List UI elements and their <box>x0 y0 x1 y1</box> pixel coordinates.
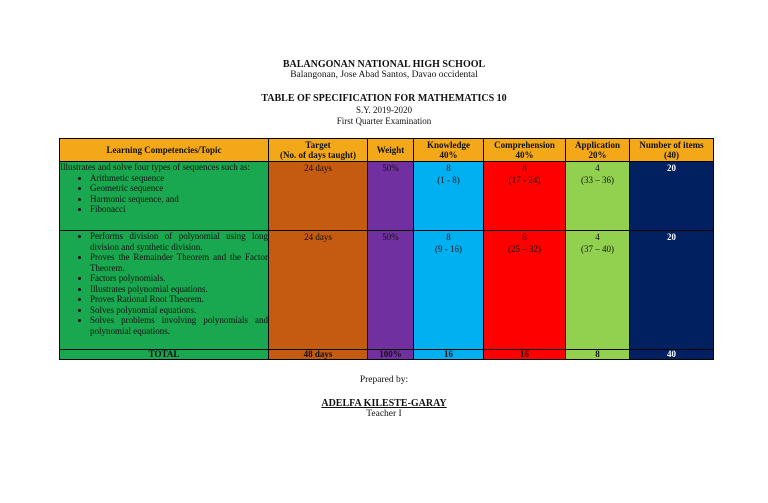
weight-cell: 50% <box>368 231 414 350</box>
total-knowledge: 16 <box>414 350 484 360</box>
list-item: • Factors polynomials. <box>90 273 268 284</box>
application-cell: 4 (33 – 36) <box>566 162 630 231</box>
school-address: Balangonan, Jose Abad Santos, Davao occidental <box>290 70 478 80</box>
total-comprehension: 16 <box>484 350 566 360</box>
list-item: • Solves problems involving polynomials and polynomial equations. <box>90 315 268 336</box>
prepared-by-label: Prepared by: <box>359 375 409 385</box>
table-header-row <box>60 139 714 162</box>
topic-cell <box>60 231 269 350</box>
list-item: • Solves polynomial equations. <box>90 305 268 316</box>
header-target: Target (No. of days taught) <box>269 139 368 162</box>
total-application: 8 <box>566 350 630 360</box>
document-title: TABLE OF SPECIFICATION FOR MATHEMATICS 10 <box>261 93 507 104</box>
list-item: • Arithmetic sequence <box>90 173 268 184</box>
comprehension-cell: 8 (17 - 24) <box>484 162 566 231</box>
list-item: • Fibonacci <box>90 204 268 215</box>
target-cell: 24 days <box>269 162 368 231</box>
table-row <box>60 162 714 231</box>
topic-list <box>60 231 268 336</box>
header-topic: Learning Competencies/Topic <box>60 139 269 162</box>
header-knowledge: Knowledge 40% <box>414 139 484 162</box>
total-label: TOTAL <box>60 350 269 360</box>
total-items: 40 <box>630 350 714 360</box>
topic-cell <box>60 162 269 231</box>
school-name: BALANGONAN NATIONAL HIGH SCHOOL <box>282 59 486 70</box>
preparer-role: Teacher I <box>366 409 402 419</box>
items-cell: 20 <box>630 231 714 350</box>
exam-name: First Quarter Examination <box>336 116 432 126</box>
target-cell: 24 days <box>269 231 368 350</box>
header-weight: Weight <box>368 139 414 162</box>
header-comprehension: Comprehension 40% <box>484 139 566 162</box>
application-cell: 4 (37 – 40) <box>566 231 630 350</box>
weight-cell: 50% <box>368 162 414 231</box>
list-item: • Illustrates polynomial equations. <box>90 284 268 295</box>
topic-list <box>60 173 268 215</box>
table-row <box>60 231 714 350</box>
comprehension-cell: 8 (25 – 32) <box>484 231 566 350</box>
total-row <box>60 350 714 360</box>
knowledge-cell: 8 (1 - 8) <box>414 162 484 231</box>
header-items: Number of items (40) <box>630 139 714 162</box>
list-item: • Proves Rational Root Theorem. <box>90 294 268 305</box>
topic-intro: Illustrates and solve four types of sequences such as: <box>60 162 250 172</box>
knowledge-cell: 8 (9 - 16) <box>414 231 484 350</box>
header-application: Application 20% <box>566 139 630 162</box>
items-cell: 20 <box>630 162 714 231</box>
specification-table <box>59 138 714 360</box>
list-item: • Geometric sequence <box>90 183 268 194</box>
list-item: • Harmonic sequence, and <box>90 194 268 205</box>
preparer-name: ADELFA KILESTE-GARAY <box>321 398 447 409</box>
list-item: • Performs division of polynomial using long division and synthetic division. <box>90 231 268 252</box>
total-weight: 100% <box>368 350 414 360</box>
total-target: 48 days <box>269 350 368 360</box>
list-item: • Proves the Remainder Theorem and the Factor Theorem. <box>90 252 268 273</box>
school-year: S.Y. 2019-2020 <box>355 105 413 115</box>
